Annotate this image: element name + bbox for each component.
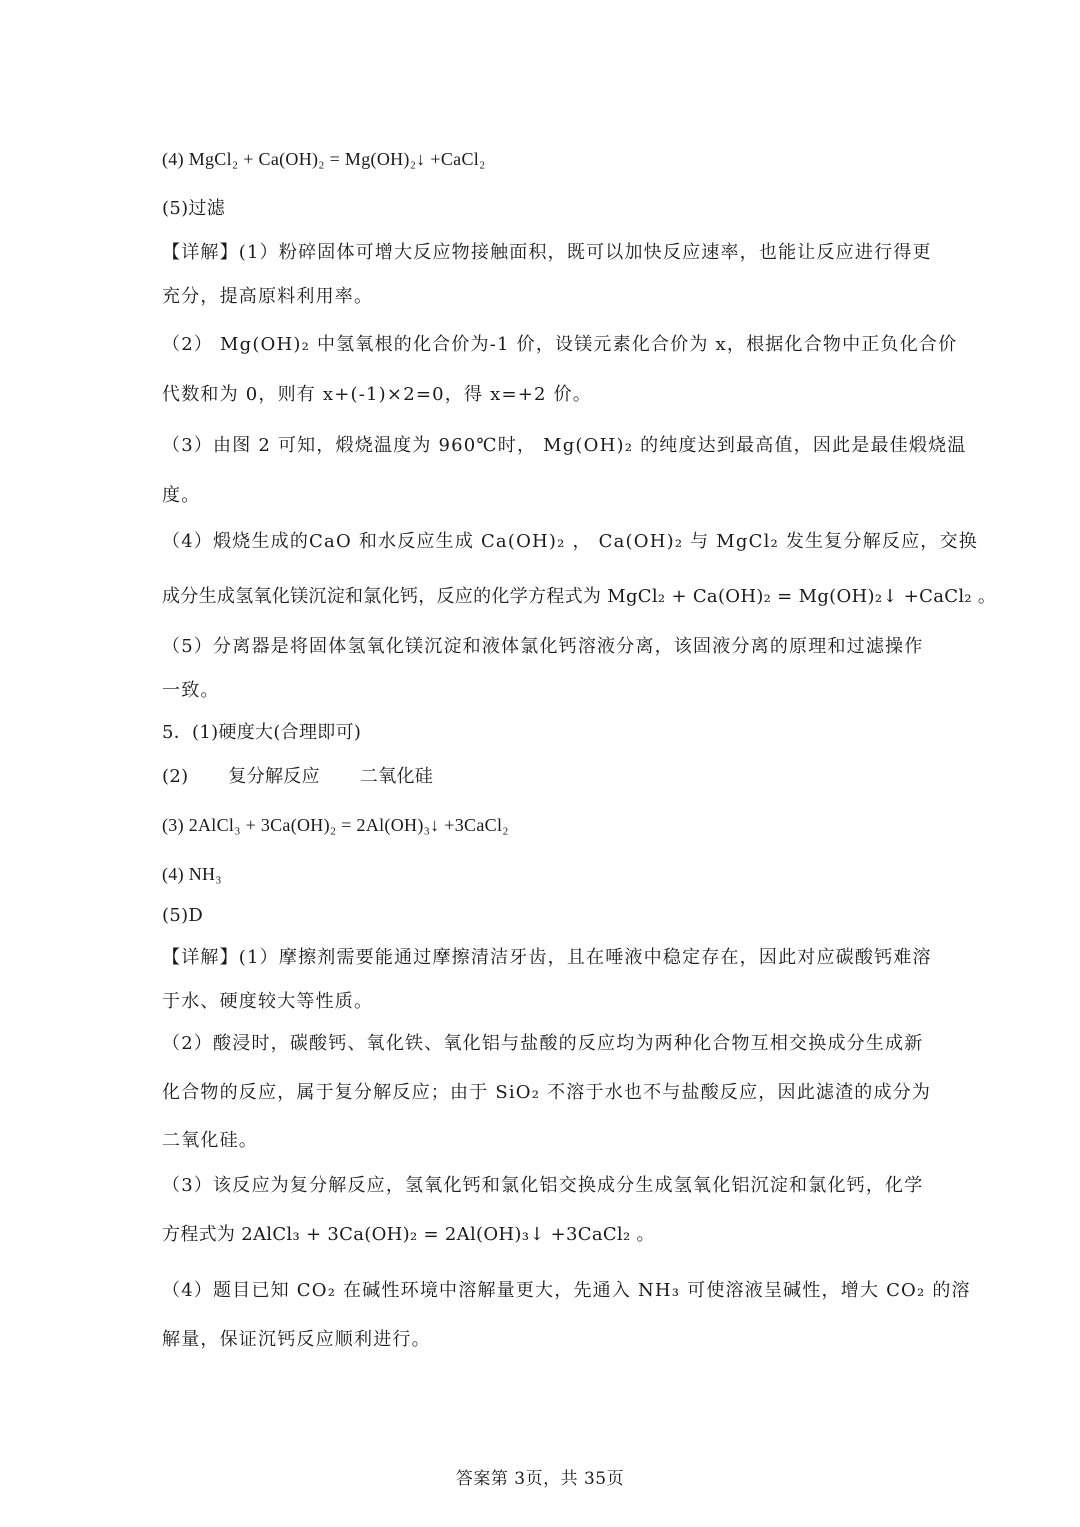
q4-answer-4: (4) MgCl₂ + Ca(OH)₂ = Mg(OH)₂↓ +CaCl₂ [162,149,486,169]
q5-detail-4-line-2: 解量，保证沉钙反应顺利进行。 [162,1329,431,1350]
q5-detail-1-line-2: 于水、硬度较大等性质。 [162,991,374,1012]
q4-detail-3-line-1: （3）由图 2 可知，煅烧温度为 960℃时， Mg(OH)₂ 的纯度达到最高值，因此是最佳煅烧温 [162,435,967,456]
q5-detail-3-line-2: 方程式为 2AlCl₃ + 3Ca(OH)₂ = 2Al(OH)₃↓ +3CaCl₂ 。 [162,1224,655,1245]
q5-detail-2-line-2: 化合物的反应，属于复分解反应；由于 SiO₂ 不溶于水也不与盐酸反应，因此滤渣的成分为 [162,1082,932,1103]
q5-detail-4-line-1: （4）题目已知 CO₂ 在碱性环境中溶解量更大，先通入 NH₃ 可使溶液呈碱性，增大 CO₂ 的溶 [162,1280,971,1301]
q5-answer-2-first: 复分解反应 [228,766,320,787]
q4-detail-2-line-2: 代数和为 0，则有 x+(-1)×2=0，得 x=+2 价。 [162,384,592,405]
q4-detail-1-line-2: 充分，提高原料利用率。 [162,286,374,307]
q5-detail-3-line-1: （3）该反应为复分解反应，氢氧化钙和氯化铝交换成分生成氢氧化铝沉淀和氯化钙，化学 [162,1175,924,1196]
q4-detail-1-line-1: 【详解】(1）粉碎固体可增大反应物接触面积，既可以加快反应速率，也能让反应进行得更 [162,242,932,263]
q4-detail-3-line-2: 度。 [162,485,201,506]
q5-detail-2-line-1: （2）酸浸时，碳酸钙、氧化铁、氧化铝与盐酸的反应均为两种化合物互相交换成分生成新 [162,1033,924,1054]
q5-answer-5: (5)D [162,905,204,926]
q5-answer-4: (4) NH₃ [162,864,222,884]
q4-detail-4-line-1: （4）煅烧生成的CaO 和水反应生成 Ca(OH)₂ ， Ca(OH)₂ 与 MgCl₂ 发生复分解反应，交换 [162,531,978,552]
q4-detail-2-line-1: （2） Mg(OH)₂ 中氢氧根的化合价为-1 价，设镁元素化合价为 x，根据化合物中正负化合价 [162,334,958,355]
q4-detail-5-line-1: （5）分离器是将固体氢氧化镁沉淀和液体氯化钙溶液分离，该固液分离的原理和过滤操作 [162,636,924,657]
q5-answer-2-label: (2) [162,766,189,787]
page-footer: 答案第 3页，共 35页 [455,1469,625,1489]
q4-answer-5: (5)过滤 [162,198,225,219]
q5-detail-1-line-1: 【详解】(1）摩擦剂需要能通过摩擦清洁牙齿，且在唾液中稳定存在，因此对应碳酸钙难溶 [162,947,932,968]
q5-answer-3: (3) 2AlCl₃ + 3Ca(OH)₂ = 2Al(OH)₃↓ +3CaCl₂ [162,815,509,835]
q5-answer-1: 5．(1)硬度大(合理即可) [162,722,362,743]
q4-detail-4-line-2: 成分生成氢氧化镁沉淀和氯化钙，反应的化学方程式为 MgCl₂ + Ca(OH)₂ = Mg(OH)₂↓ +CaCl₂ 。 [162,586,997,607]
q5-answer-2-second: 二氧化硅 [359,766,434,787]
q5-answer-2 [162,764,922,790]
q4-detail-5-line-2: 一致。 [162,680,220,701]
q5-detail-2-line-3: 二氧化硅。 [162,1130,258,1151]
